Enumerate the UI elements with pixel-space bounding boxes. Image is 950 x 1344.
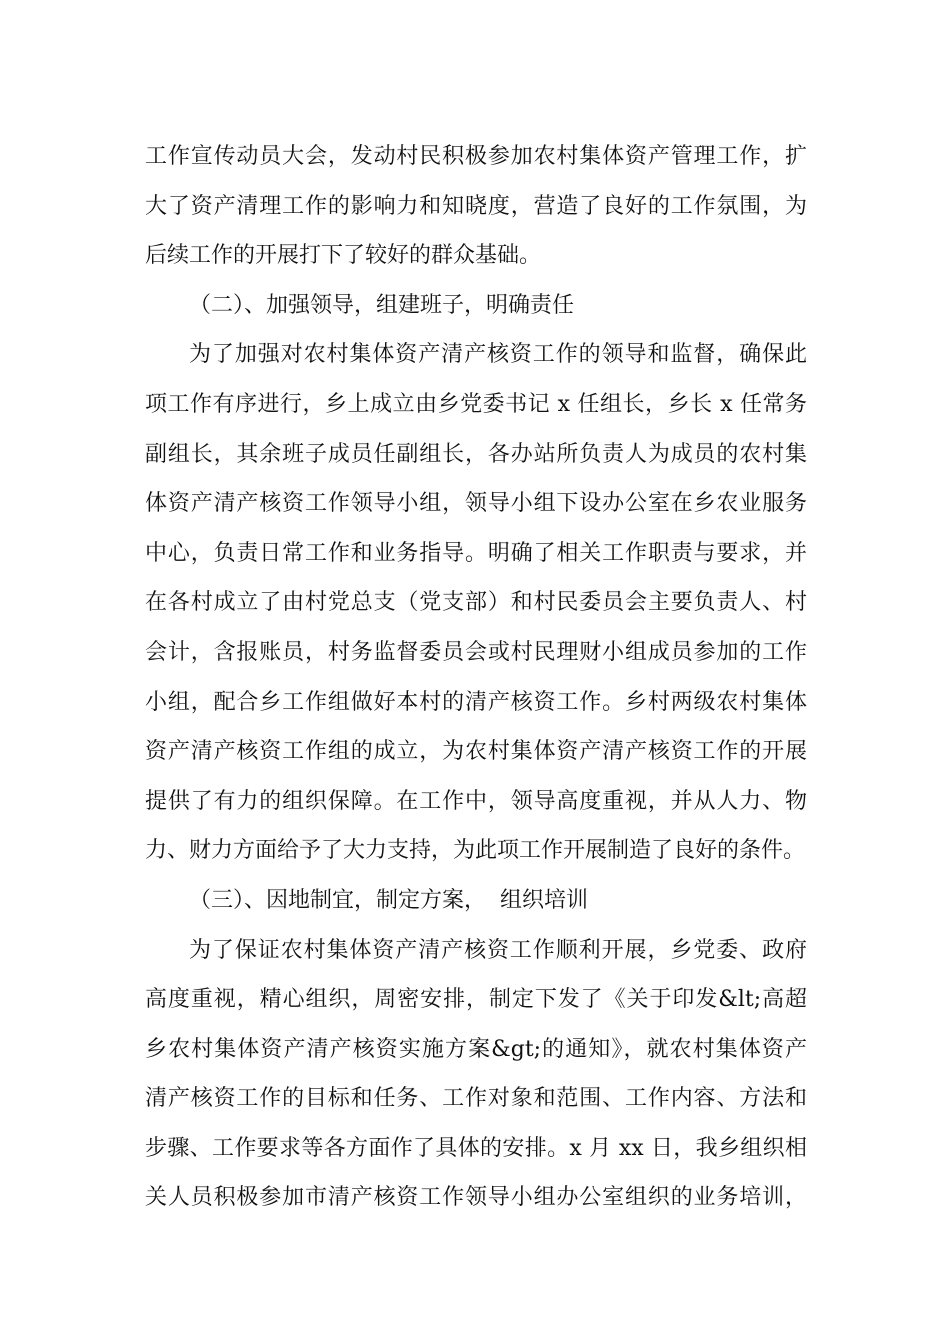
- paragraph-line: 步骤、工作要求等各方面作了具体的安排。x 月 xx 日，我乡组织相: [145, 1135, 807, 1161]
- paragraph-line: 项工作有序进行，乡上成立由乡党委书记 x 任组长，乡长 x 任常务: [145, 391, 807, 417]
- paragraph-line: 中心，负责日常工作和业务指导。明确了相关工作职责与要求，并: [145, 540, 807, 566]
- paragraph-line: 大了资产清理工作的影响力和知晓度，营造了良好的工作氛围，为: [145, 193, 807, 219]
- paragraph-line: 高度重视，精心组织，周密安排，制定下发了《关于印发&lt;高超: [145, 987, 807, 1013]
- paragraph-line: 后续工作的开展打下了较好的群众基础。: [145, 243, 542, 269]
- paragraph-line: 提供了有力的组织保障。在工作中，领导高度重视，并从人力、物: [145, 788, 807, 814]
- paragraph-line: 资产清产核资工作组的成立，为农村集体资产清产核资工作的开展: [145, 739, 807, 765]
- paragraph-line: 为了加强对农村集体资产清产核资工作的领导和监督，确保此: [189, 342, 807, 368]
- document-body: [145, 132, 807, 1223]
- paragraph-line: 在各村成立了由村党总支（党支部）和村民委员会主要负责人、村: [145, 590, 807, 616]
- paragraph-line: 乡农村集体资产清产核资实施方案&gt;的通知》，就农村集体资产: [145, 1036, 807, 1062]
- paragraph-line: 工作宣传动员大会，发动村民积极参加农村集体资产管理工作，扩: [145, 144, 807, 169]
- paragraph-line: 小组，配合乡工作组做好本村的清产核资工作。乡村两级农村集体: [145, 689, 807, 715]
- paragraph-line: 体资产清产核资工作领导小组，领导小组下设办公室在乡农业服务: [145, 491, 807, 517]
- paragraph-line: 力、财力方面给予了大力支持，为此项工作开展制造了良好的条件。: [145, 838, 806, 864]
- paragraph-line: 会计，含报账员，村务监督委员会或村民理财小组成员参加的工作: [145, 639, 807, 665]
- paragraph-line: 副组长，其余班子成员任副组长，各办站所负责人为成员的农村集: [145, 441, 807, 467]
- section-heading: （二）、加强领导，组建班子，明确责任: [189, 292, 575, 318]
- paragraph-line: 关人员积极参加市清产核资工作领导小组办公室组织的业务培训，: [145, 1185, 807, 1211]
- paragraph-line: 为了保证农村集体资产清产核资工作顺利开展，乡党委、政府: [189, 937, 807, 963]
- paragraph-line: 清产核资工作的目标和任务、工作对象和范围、工作内容、方法和: [145, 1086, 807, 1112]
- section-heading: （三）、因地制宜，制定方案， 组织培训: [189, 887, 588, 913]
